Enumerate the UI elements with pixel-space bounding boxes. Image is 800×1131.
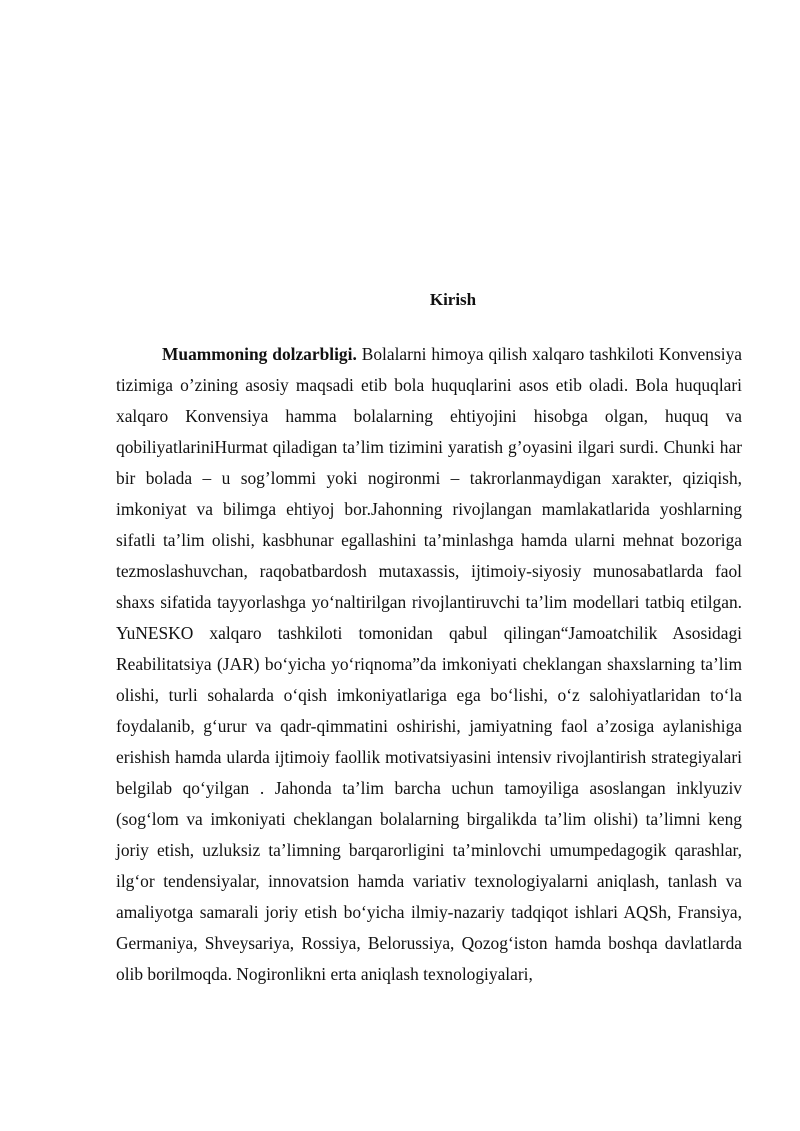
- body-paragraph: [116, 339, 742, 990]
- paragraph-text: Bolalarni himoya qilish xalqaro tashkiloti Konvensiya tizimiga o’zining asosiy maqsadi etib bola huquqlarini asos etib oladi. Bola huquqlari xalqaro Konvensiya hamma bolalarning ehtiyojini hisobga olgan, huquq va qobiliyatlariniHurmat qiladigan ta’lim tizimini yaratish g’oyasini ilgari surdi. Chunki har bir bolada – u sog’lommi yoki nogironmi – takrorlanmaydigan xarakter, qiziqish, imkoniyat va bilimga ehtiyoj bor.Jahonning rivojlangan mamlakatlarida yoshlarning sifatli ta’lim olishi, kasbhunar egallashini ta’minlashga hamda ularni mehnat bozoriga tezmoslashuvchan, raqobatbardosh mutaxassis, ijtimoiy-siyosiy munosabatlarda faol shaxs sifatida tayyorlashga yo‘naltirilgan rivojlantiruvchi ta’lim modellari tatbiq etilgan. YuNESKO xalqaro tashkiloti tomonidan qabul qilingan“Jamoatchilik Asosidagi Reabilitatsiya (JAR) bo‘yicha yo‘riqnoma”da imkoniyati cheklangan shaxslarning ta’lim olishi, turli sohalarda o‘qish imkoniyatlariga ega bo‘lishi, o‘z salohiyatlaridan to‘la foydalanib, g‘urur va qadr-qimmatini oshirishi, jamiyatning faol a’zosiga aylanishiga erishish hamda ularda ijtimoiy faollik motivatsiyasini intensiv rivojlantirish strategiyalari belgilab qo‘yilgan . Jahonda ta’lim barcha uchun tamoyiliga asoslangan inklyuziv (sog‘lom va imkoniyati cheklangan bolalarning birgalikda ta’lim olishi) ta’limni keng joriy etish, uzluksiz ta’limning barqarorligini ta’minlovchi umumpedagogik qarashlar, ilg‘or tendensiyalar, innovatsion hamda variativ texnologiyalarni aniqlash, tanlash va amaliyotga samarali joriy etish bo‘yicha ilmiy-nazariy tadqiqot ishlari AQSh, Fransiya, Germaniya, Shveysariya, Rossiya, Belorussiya, Qozog‘iston hamda boshqa davlatlarda olib borilmoqda. Nogironlikni erta aniqlash texnologiyalari,: [116, 344, 742, 984]
- section-heading: Kirish: [429, 290, 477, 309]
- paragraph-lead: Muammoning dolzarbligi.: [162, 344, 357, 364]
